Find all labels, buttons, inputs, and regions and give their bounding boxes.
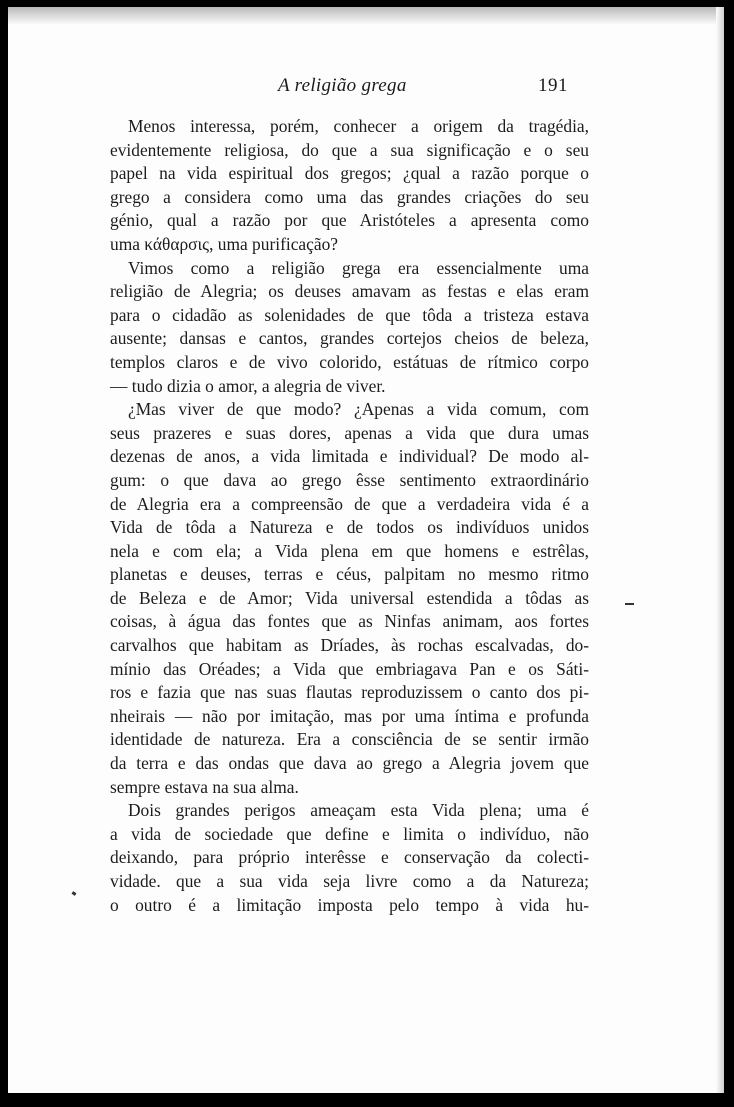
text-line: Menos interessa, porém, conhecer a origem da tragédia,: [128, 116, 589, 136]
body-text: [110, 115, 589, 917]
text-line: identidade de natureza. Era a consciência de se sentir irmão: [110, 729, 589, 750]
page-header: [8, 75, 724, 101]
text-line: gum: o que dava ao grego êsse sentimento extraordinário: [110, 469, 589, 490]
scan-speck: [625, 603, 634, 605]
text-line: seus prazeres e suas dores, apenas a vida que dura umas: [110, 422, 589, 443]
text-line: ros e fazia que nas suas flautas reproduzissem o canto dos pi-: [110, 682, 589, 703]
text-line: religião de Alegria; os deuses amavam as festas e elas eram: [110, 281, 589, 302]
text-line: de Alegria era a compreensão de que a verdadeira vida é a: [110, 493, 589, 514]
text-line: vidade. que a sua vida seja livre como a da Natureza;: [110, 871, 589, 891]
text-line: templos claros e de vivo colorido, estátuas de rítmico corpo: [110, 351, 589, 372]
scan-shadow-right: [716, 7, 724, 1093]
text-line: nheirais — não por imitação, mas por uma íntima e profunda: [110, 705, 589, 726]
text-line: nela e com ela; a Vida plena em que homens e estrêlas,: [110, 540, 589, 561]
text-line: dezenas de anos, a vida limitada e individual? De modo al-: [110, 446, 589, 467]
text-line: carvalhos que habitam as Dríades, às rochas escalvadas, do-: [110, 635, 589, 656]
scan-speck: [72, 891, 77, 896]
text-line: génio, qual a razão por que Aristóteles a apresenta como: [110, 210, 589, 231]
text-line: sempre estava na sua alma.: [110, 776, 299, 797]
text-line: Vida de tôda a Natureza e de todos os indivíduos unidos: [110, 517, 589, 538]
book-page: [8, 7, 724, 1093]
text-line: planetas e deuses, terras e céus, palpitam no mesmo ritmo: [110, 564, 589, 585]
text-line: coisas, à água das fontes que as Ninfas animam, aos fortes: [110, 611, 589, 632]
text-line: Vimos como a religião grega era essencialmente uma: [128, 257, 589, 278]
text-line: de Beleza e de Amor; Vida universal estendida a tôdas as: [110, 587, 589, 608]
text-line: evidentemente religiosa, do que a sua significação e o seu: [110, 139, 589, 160]
text-line: papel na vida espiritual dos gregos; ¿qual a razão porque o: [110, 163, 589, 184]
page-number: 191: [538, 75, 568, 96]
text-line: uma κάθαρσις, uma purificação?: [110, 233, 338, 254]
running-title: A religião grega: [278, 75, 407, 96]
text-line: para o cidadão as solenidades de que tôda a tristeza estava: [110, 304, 589, 325]
text-line: a vida de sociedade que define e limita o indivíduo, não: [110, 823, 589, 844]
text-line: grego a considera como uma das grandes criações do seu: [110, 186, 589, 207]
text-line: mínio das Oréades; a Vida que embriagava Pan e os Sáti-: [110, 658, 589, 679]
text-line: o outro é a limitação imposta pelo tempo à vida hu-: [110, 894, 589, 915]
text-line: Dois grandes perigos ameaçam esta Vida plena; uma é: [128, 800, 589, 821]
text-line: ausente; dansas e cantos, grandes cortejos cheios de beleza,: [110, 328, 589, 349]
text-line: ¿Mas viver de que modo? ¿Apenas a vida comum, com: [128, 399, 589, 420]
text-line: da terra e das ondas que dava ao grego a Alegria jovem que: [110, 753, 589, 774]
scan-shadow-top: [8, 7, 724, 25]
text-line: — tudo dizia o amor, a alegria de viver.: [110, 375, 386, 396]
text-line: deixando, para próprio interêsse e conservação da colecti-: [110, 847, 589, 868]
